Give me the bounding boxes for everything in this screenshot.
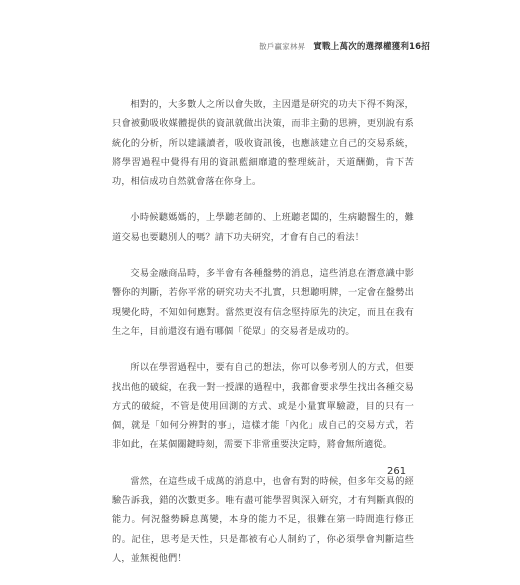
paragraph: 交易金融商品時，多半會有各種盤勢的消息，這些消息在潛意識中影響你的判斷，若你平常的研究功夫不扎實，只想聽明牌，一定會在盤勢出現變化時，不知如何應對。當然更沒有信念堅持原先的決定，而且在我有生之年，目前還沒有過有哪個「從眾」的交易者是成功的。 bbox=[112, 268, 414, 337]
page-number: 261 bbox=[387, 466, 407, 477]
header-book-title: 實戰上萬次的選擇權獲利16招 bbox=[313, 42, 430, 52]
paragraph: 所以在學習過程中，要有自己的想法，你可以參考別人的方式，但要找出他的破綻，在我一對一授課的過程中，我都會要求學生找出各種交易方式的破綻，不管是使用回測的方式、或是小量實單驗證，目的只有一個，就是「如何分辨對的事」，這樣才能「內化」成自己的交易方式，若非如此，在某個關鍵時刻，需要下非常重要決定時，將會無所適從。 bbox=[112, 362, 414, 451]
header-author: 散戶贏家林昇 bbox=[259, 42, 306, 51]
paragraph: 相對的，大多數人之所以會失敗，主因還是研究的功夫下得不夠深，只會被動吸收媒體提供的資訊就做出決策，而非主動的思辨，更別說有系統化的分析，所以建議讀者，吸收資訊後，也應該建立自己的交易系統，將學習過程中覺得有用的資訊藍細靡遺的整理統計，天道酬勤，肯下苦功，相信成功自然就會落在你身上。 bbox=[112, 99, 414, 188]
paragraph: 當然，在這些成千成萬的消息中，也會有對的時候，但多年交易的經驗告訴我，錯的次數更多。唯有盡可能學習與深入研究，才有判斷真假的能力。何況盤勢瞬息萬變，本身的能力不足，很難在第一時間進行修正的。記住，思考是天性，只是都被有心人制約了，你必須學會判斷這些人，並無視他們！ bbox=[112, 475, 414, 564]
body-text bbox=[112, 95, 414, 585]
paragraph: 小時候聽媽媽的，上學聽老師的、上班聽老闆的，生病聽醫生的，難道交易也要聽別人的嗎？請下功夫研究，才會有自己的看法！ bbox=[112, 212, 414, 243]
running-header bbox=[259, 40, 430, 52]
